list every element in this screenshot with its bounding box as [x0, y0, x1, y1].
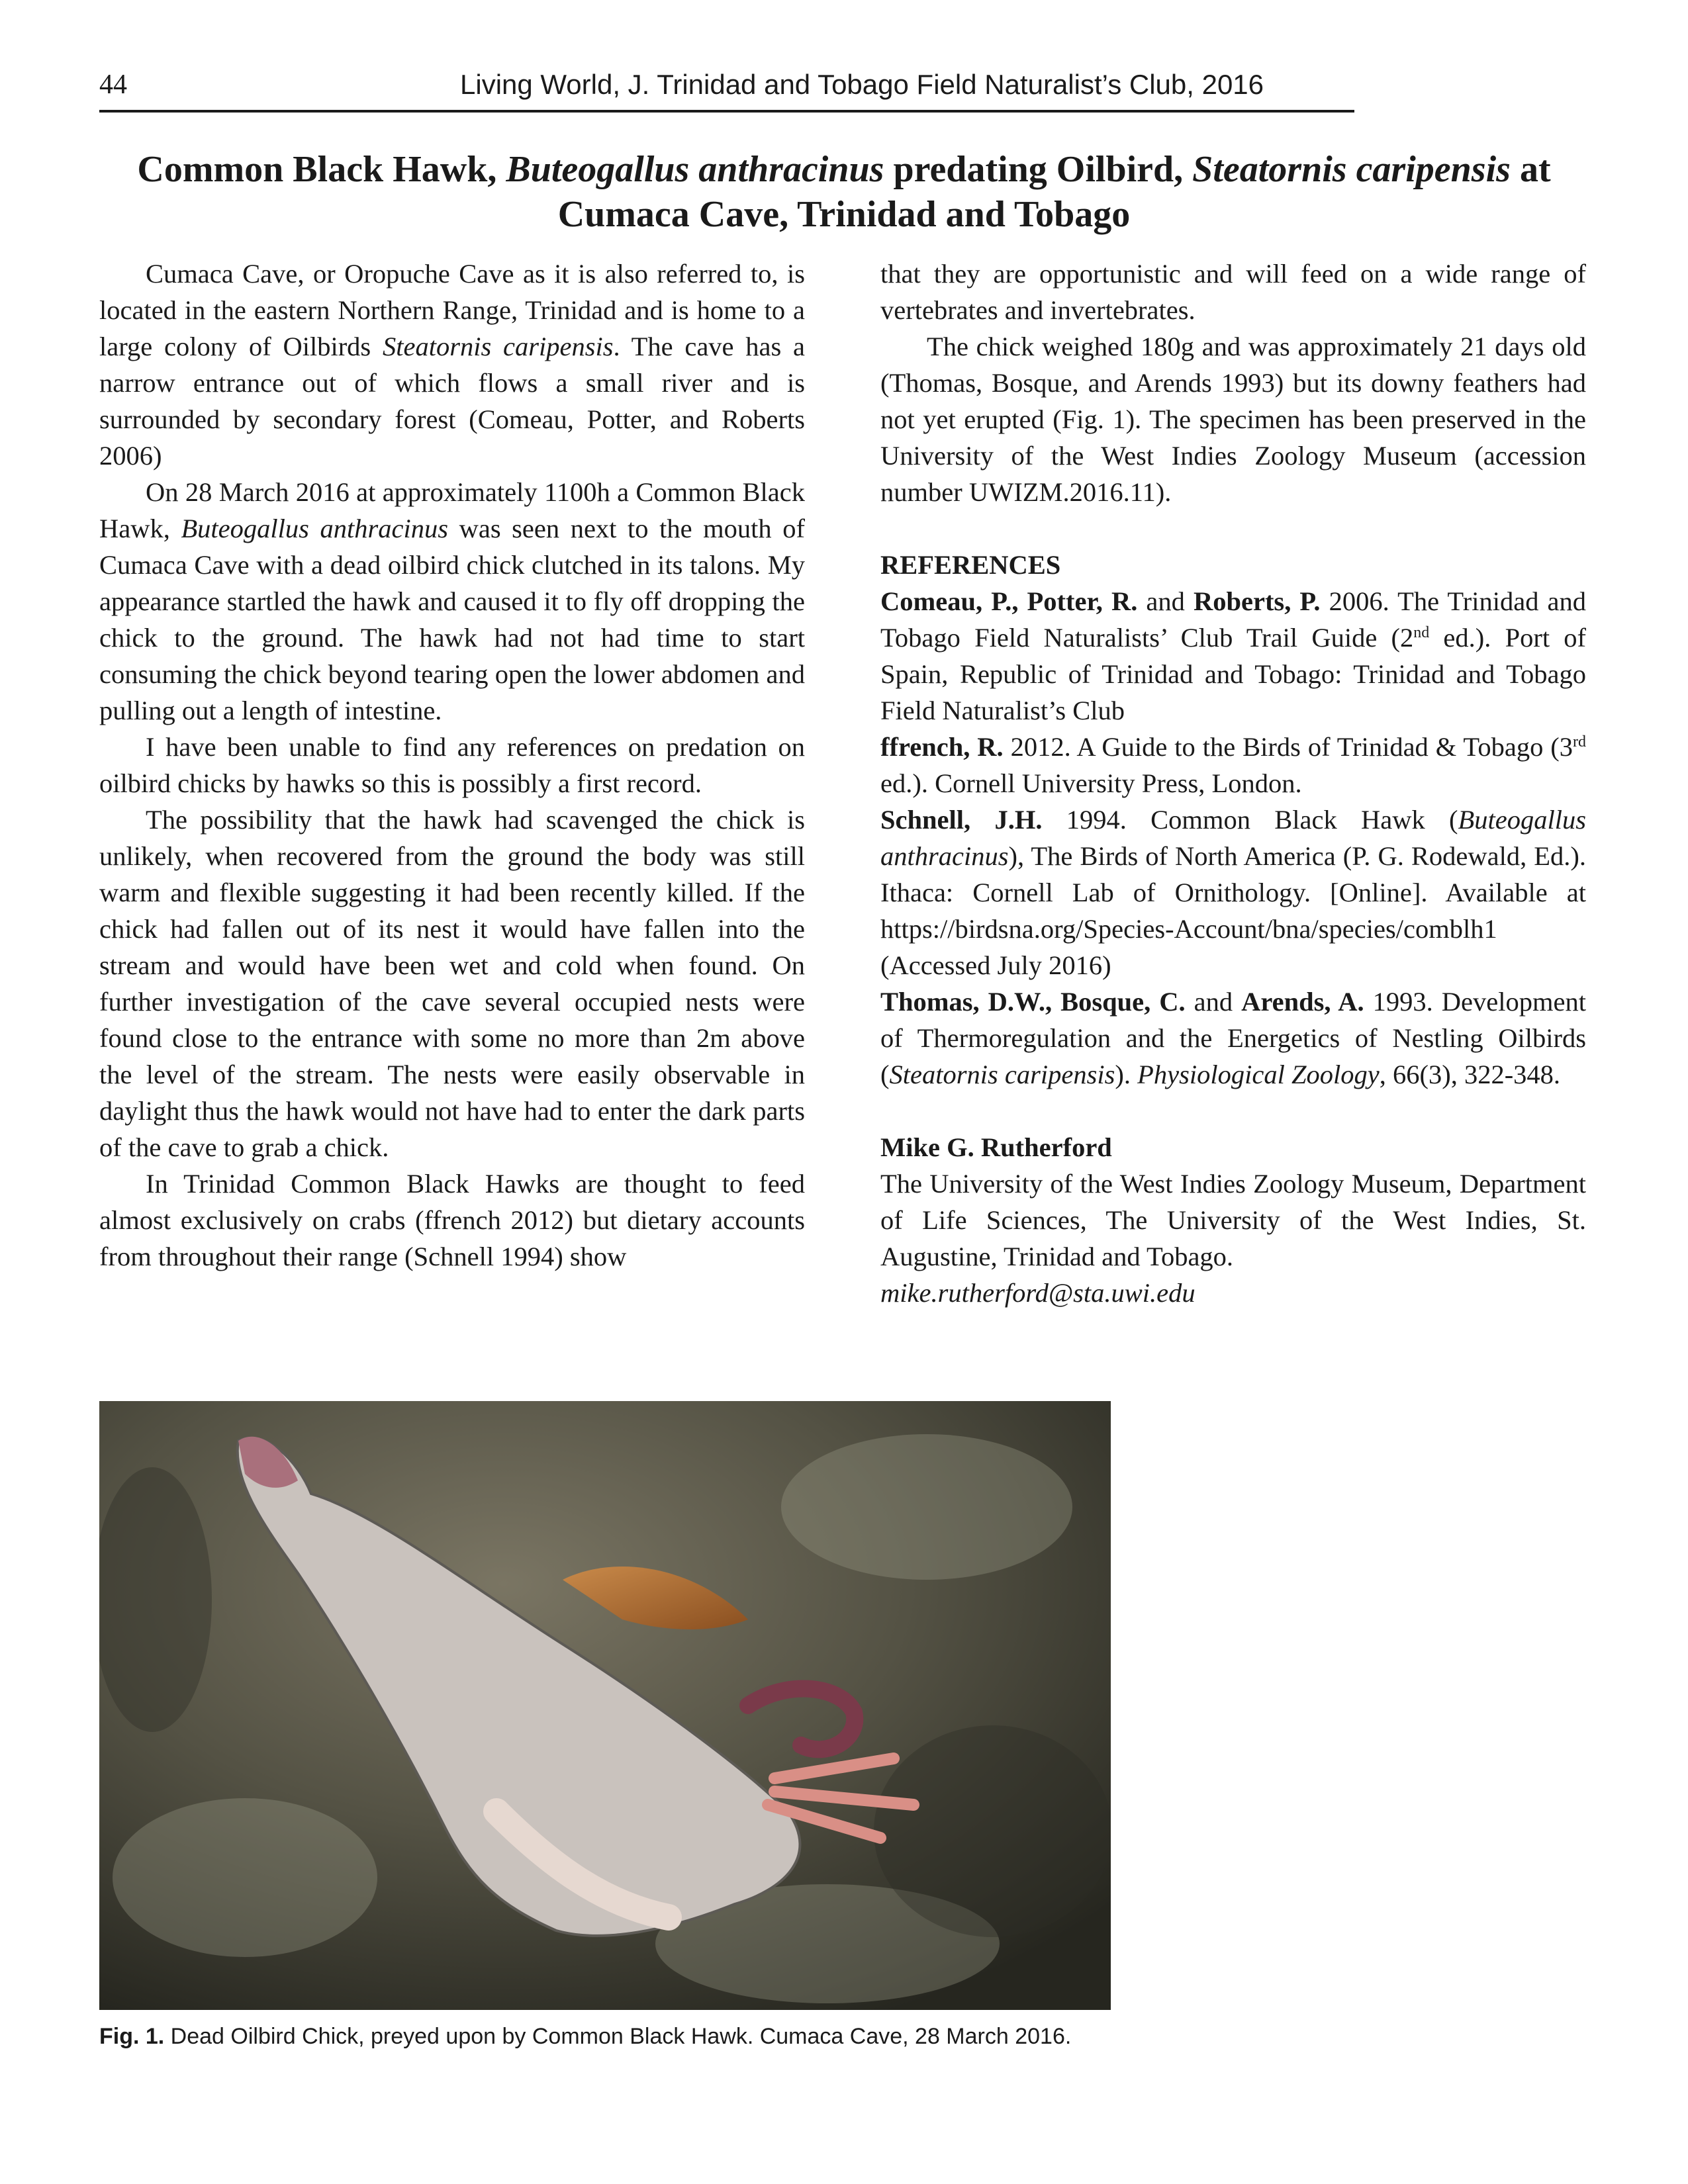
title-part2: predating Oilbird,	[884, 149, 1193, 190]
page-number: 44	[99, 69, 127, 100]
body-paragraph-3: I have been unable to find any references on predation on oilbird chicks by hawks so this is possibly a first record.	[99, 732, 805, 798]
author-name: Mike G. Rutherford	[880, 1132, 1112, 1162]
photo-illustration	[99, 1401, 1111, 2010]
reference-comeau: Comeau, P., Potter, R. and Roberts, P. 2006. The Trinidad and Tobago Field Naturalists’ Club Trail Guide (2nd ed.). Port of Spain, Republic of Trinidad and Tobago: Trinidad and Tobago Field Naturalist’s Club	[880, 586, 1587, 725]
body-paragraph-4: The possibility that the hawk had scavenged the chick is unlikely, when recovered from the ground the body was still warm and flexible suggesting it had been recently killed. If the chick had fallen out of its nest it would have fallen into the stream and would have been wet and cold when found. On further investigation of the cave several occupied nests were found close to the entrance with some no more than 2m above the level of the stream. The nests were easily observable in daylight thus the hawk would not have had to enter the dark parts of the cave to grab a chick.	[99, 805, 805, 1162]
figure-caption-text: Dead Oilbird Chick, preyed upon by Common Black Hawk. Cumaca Cave, 28 March 2016.	[164, 2024, 1072, 2049]
body-paragraph-1: Cumaca Cave, or Oropuche Cave as it is also referred to, is located in the eastern Northern Range, Trinidad and is home to a large colony of Oilbirds Steatornis caripensis. The cave has a narrow entrance out of which flows a small river and is surrounded by secondary forest (Comeau, Potter, and Roberts 2006)	[99, 259, 806, 471]
figure-label: Fig. 1.	[99, 2024, 165, 2049]
author-affiliation: The University of the West Indies Zoology Museum, Department of Life Sciences, The University of the West Indies, St. Augustine, Trinidad and Tobago.	[880, 1169, 1586, 1271]
references-heading: REFERENCES	[880, 550, 1061, 580]
journal-running-head: Living World, J. Trinidad and Tobago Field Naturalist’s Club, 2016	[460, 69, 1264, 100]
body-paragraph-6: The chick weighed 180g and was approximately 21 days old (Thomas, Bosque, and Arends 1993) but its downy feathers had not yet erupted (Fig. 1). The specimen has been preserved in the University of the West Indies Zoology Museum (accession number UWIZM.2016.11).	[880, 332, 1586, 507]
running-header	[99, 69, 1354, 113]
author-email: mike.rutherford@sta.uwi.edu	[880, 1278, 1196, 1308]
oilbird-chick-photo	[99, 1401, 1111, 2010]
body-paragraph-5: In Trinidad Common Black Hawks are thought to feed almost exclusively on crabs (ffrench 2012) but dietary accounts from throughout their range (Schnell 1994) show	[99, 1169, 805, 1271]
reference-ffrench: ffrench, R. 2012. A Guide to the Birds of Trinidad & Tobago (3rd ed.). Cornell University Press, London.	[880, 732, 1586, 798]
body-paragraph-2: On 28 March 2016 at approximately 1100h a Common Black Hawk, Buteogallus anthracinus was seen next to the mouth of Cumaca Cave with a dead oilbird chick clutched in its talons. My appearance startled the hawk and caused it to fly off dropping the chick to the ground. The hawk had not had time to start consuming the chick beyond tearing open the lower abdomen and pulling out a length of intestine.	[99, 477, 805, 725]
title-part3: at Cumaca Cave, Trinidad and Tobago	[557, 149, 1551, 235]
figure-caption	[99, 2024, 1357, 2050]
title-part1: Common Black Hawk,	[137, 149, 506, 190]
reference-schnell: Schnell, J.H. 1994. Common Black Hawk (Buteogallus anthracinus), The Birds of North America (P. G. Rodewald, Ed.). Ithaca: Cornell Lab of Ornithology. [Online]. Available at https://birdsna.org/Species-Account/bna/species/comblh1 (Accessed July 2016)	[880, 805, 1586, 980]
left-column	[99, 255, 805, 1275]
title-hawk-scientific-name: Buteogallus anthracinus	[506, 149, 884, 190]
body-paragraph-5-continued: that they are opportunistic and will feed on a wide range of vertebrates and invertebrates.	[880, 259, 1586, 325]
title-oilbird-scientific-name: Steatornis caripensis	[1192, 149, 1511, 190]
reference-thomas: Thomas, D.W., Bosque, C. and Arends, A. 1993. Development of Thermoregulation and the Energetics of Nestling Oilbirds (Steatornis caripensis). Physiological Zoology, 66(3), 322-348.	[880, 987, 1586, 1089]
right-column	[880, 255, 1586, 1311]
article-title	[99, 147, 1589, 237]
